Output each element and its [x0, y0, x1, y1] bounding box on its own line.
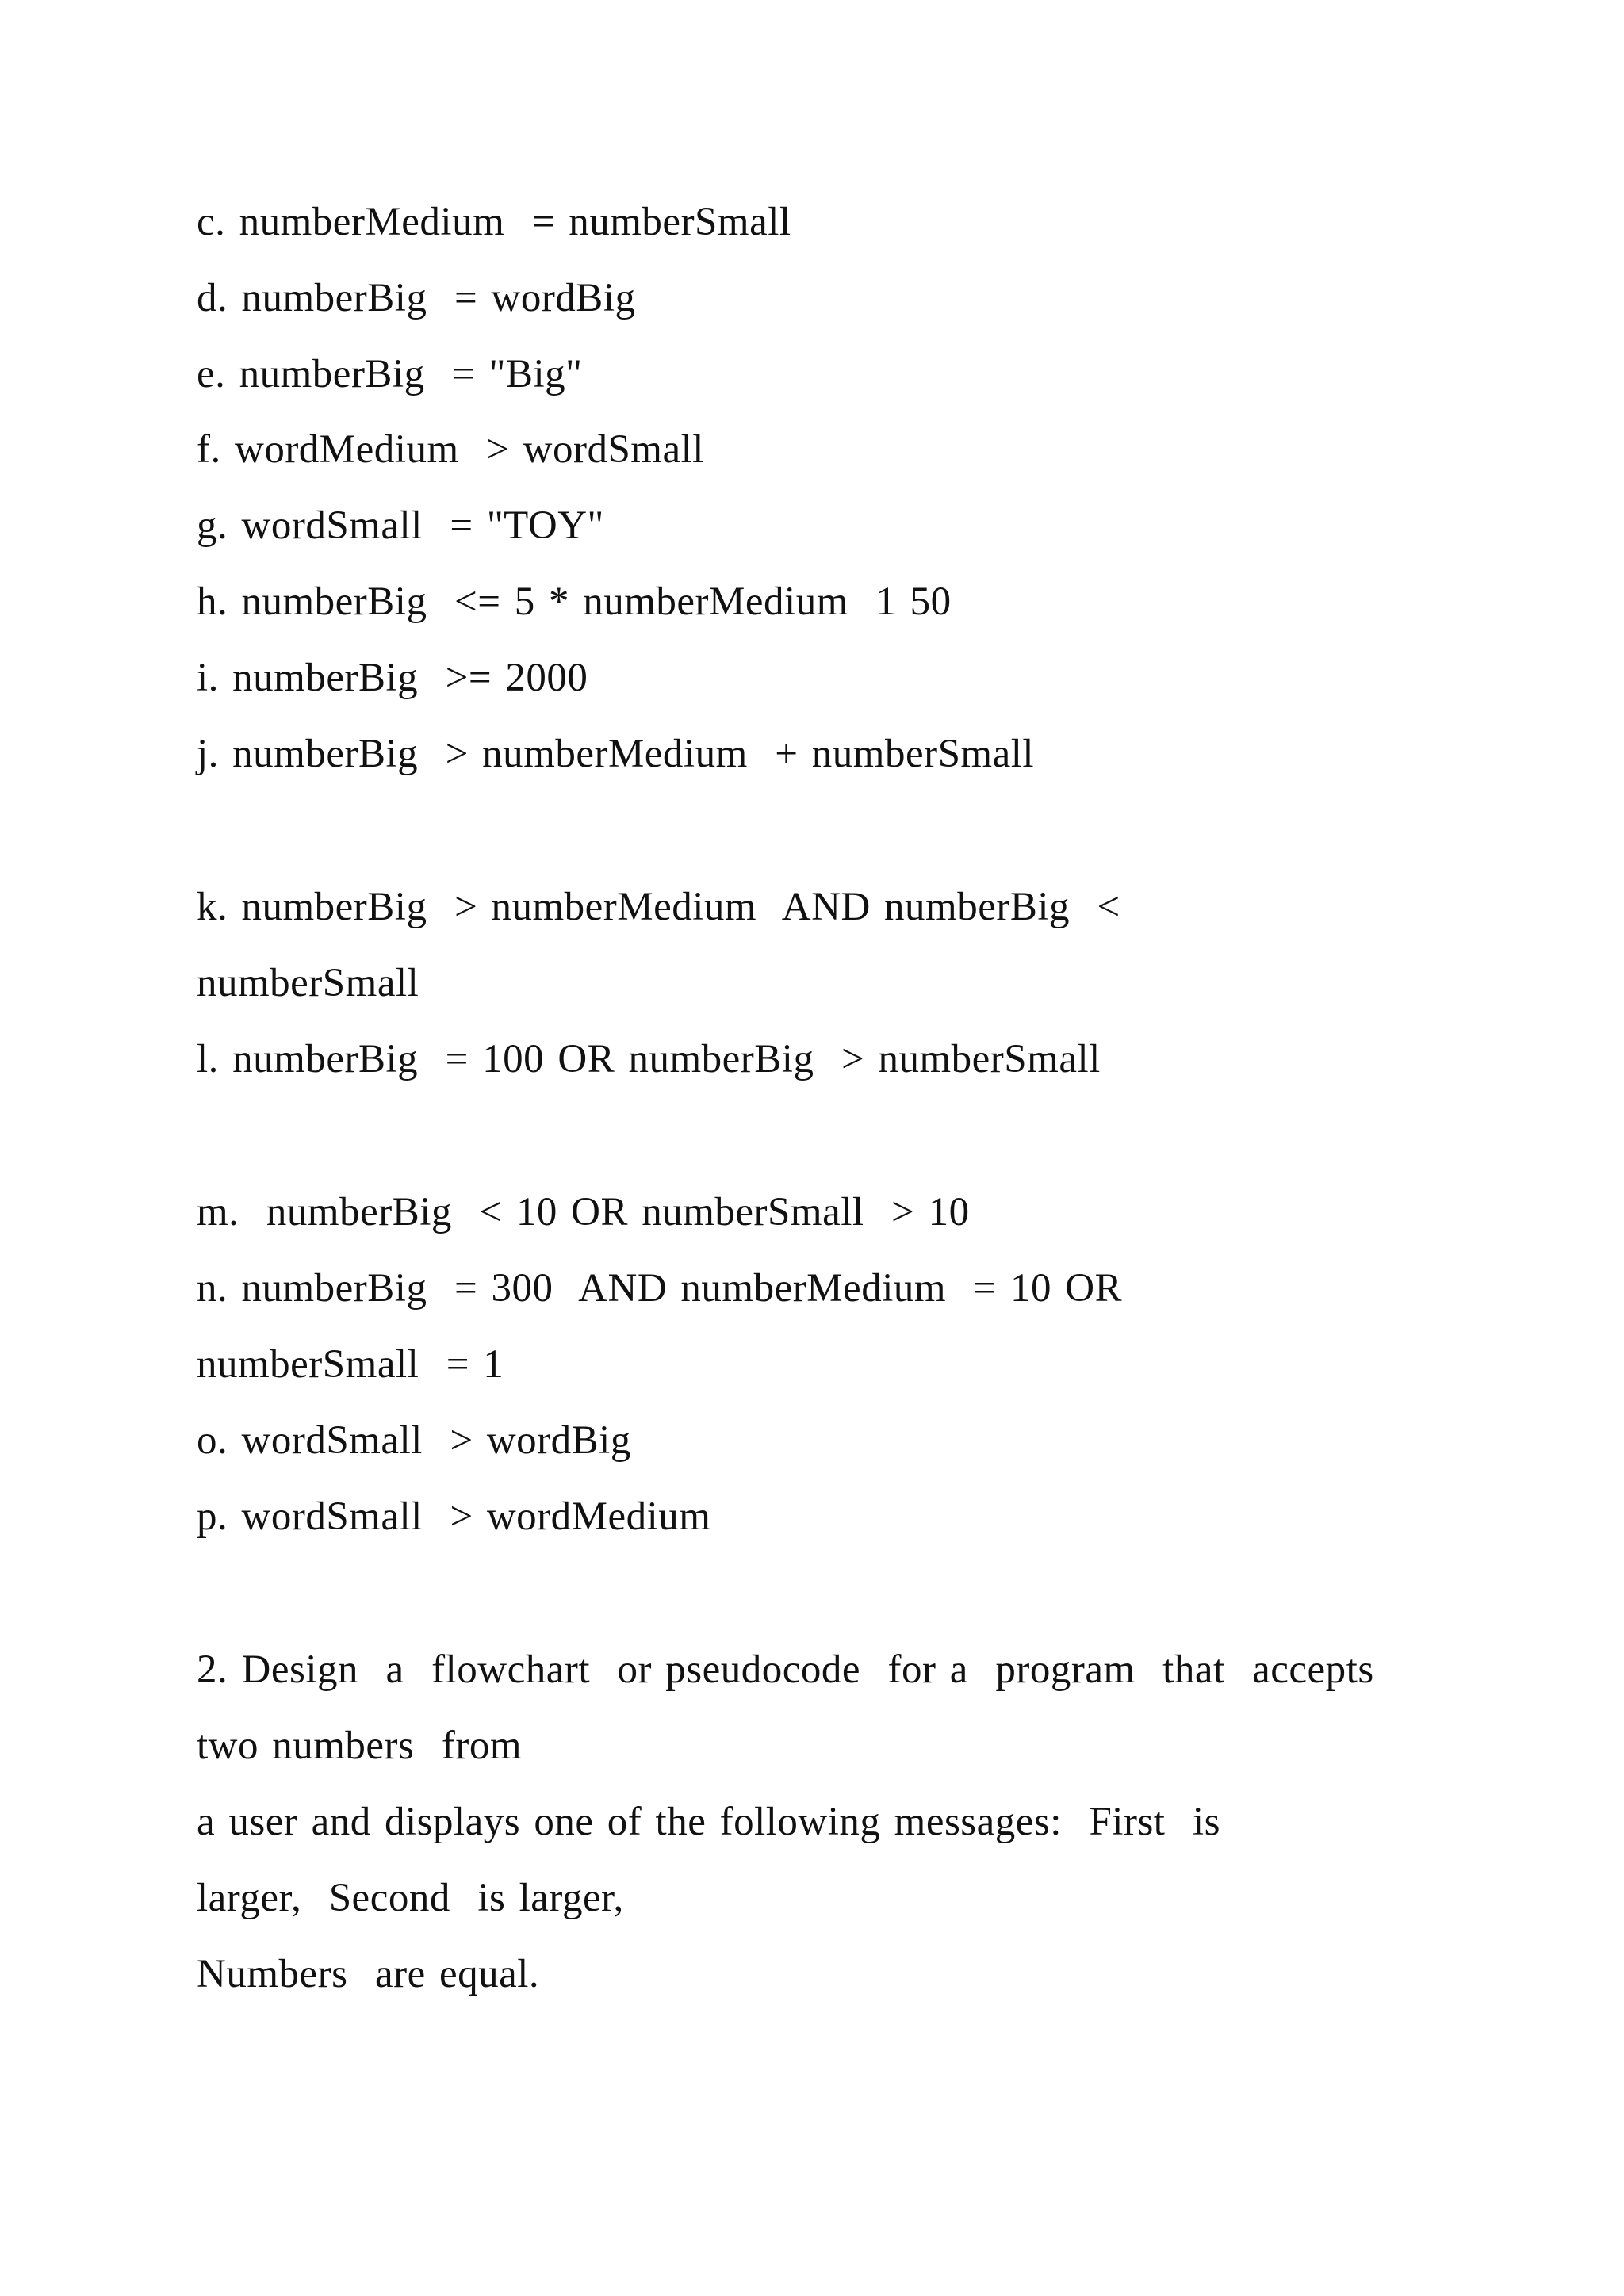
text-line-c: c. numberMedium = numberSmall	[197, 200, 791, 244]
text-line-n-cont: numberSmall = 1	[197, 1342, 504, 1387]
text-line-p: p. wordSmall > wordMedium	[197, 1494, 711, 1539]
question-2-line-2: two numbers from	[197, 1724, 523, 1768]
text-line-o: o. wordSmall > wordBig	[197, 1418, 631, 1463]
question-2-line-4: larger, Second is larger,	[197, 1876, 624, 1920]
text-line-k-cont: numberSmall	[197, 961, 419, 1005]
text-line-j: j. numberBig > numberMedium + numberSmall	[197, 732, 1035, 776]
text-line-d: d. numberBig = wordBig	[197, 276, 636, 320]
text-line-m: m. numberBig < 10 OR numberSmall > 10	[197, 1190, 970, 1234]
text-line-g: g. wordSmall = "TOY"	[197, 503, 604, 548]
text-line-i: i. numberBig >= 2000	[197, 656, 588, 700]
question-2-line-1: 2. Design a flowchart or pseudocode for a program that accepts	[197, 1647, 1374, 1692]
question-2-line-5: Numbers are equal.	[197, 1952, 540, 1996]
text-line-n: n. numberBig = 300 AND numberMedium = 10 OR	[197, 1266, 1123, 1311]
text-line-k: k. numberBig > numberMedium AND numberBig <	[197, 885, 1120, 929]
text-line-h: h. numberBig <= 5 * numberMedium 1 50	[197, 580, 952, 624]
question-2-line-3: a user and displays one of the following messages: First is	[197, 1800, 1220, 1844]
text-line-f: f. wordMedium > wordSmall	[197, 427, 704, 472]
text-line-e: e. numberBig = "Big"	[197, 352, 583, 396]
text-line-l: l. numberBig = 100 OR numberBig > numberSmall	[197, 1037, 1101, 1081]
